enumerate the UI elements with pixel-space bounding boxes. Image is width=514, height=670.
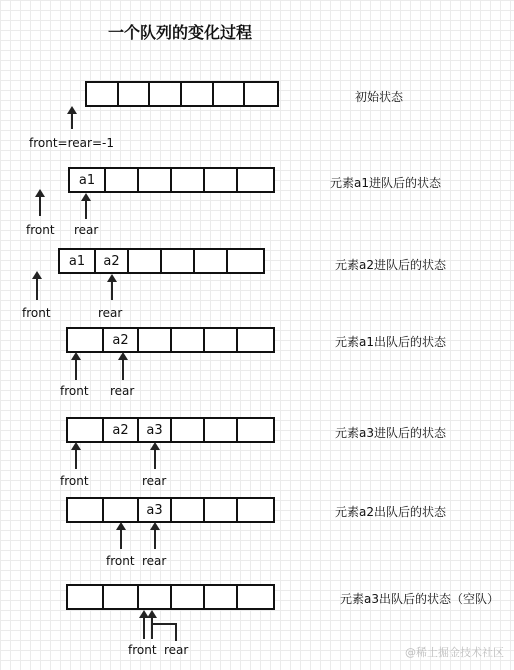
queue-cell: a1 (60, 250, 96, 272)
front-label: front (106, 554, 135, 568)
state-caption-initial: 初始状态 (355, 90, 404, 104)
rear-label: rear (142, 554, 167, 568)
state-caption-a2-enqueued: 元素a2进队后的状态 (335, 258, 446, 272)
front-label: front (22, 306, 51, 320)
queue-cell: a2 (104, 419, 139, 441)
front-label: front (128, 643, 157, 657)
pointer-label-front-rear: front=rear=-1 (29, 136, 114, 150)
queue-cell: a2 (104, 329, 139, 351)
rear-label: rear (142, 474, 167, 488)
rear-label: rear (164, 643, 189, 657)
queue-cell: a3 (139, 499, 172, 521)
rear-connector (152, 624, 176, 641)
state-caption-a2-dequeued: 元素a2出队后的状态 (335, 505, 446, 519)
queue-cell: a1 (70, 169, 106, 191)
rear-label: rear (110, 384, 135, 398)
state-caption-a3-enqueued: 元素a3进队后的状态 (335, 426, 446, 440)
state-caption-a1-enqueued: 元素a1进队后的状态 (330, 176, 441, 190)
front-label: front (60, 384, 89, 398)
rear-label: rear (74, 223, 99, 237)
watermark: @稀土掘金技术社区 (405, 646, 504, 659)
front-label: front (26, 223, 55, 237)
state-caption-a3-dequeued: 元素a3出队后的状态（空队） (340, 592, 499, 606)
front-label: front (60, 474, 89, 488)
diagram-title: 一个队列的变化过程 (108, 23, 253, 42)
state-caption-a1-dequeued: 元素a1出队后的状态 (335, 335, 446, 349)
queue-cell: a2 (96, 250, 129, 272)
queue-cell: a3 (139, 419, 172, 441)
rear-label: rear (98, 306, 123, 320)
